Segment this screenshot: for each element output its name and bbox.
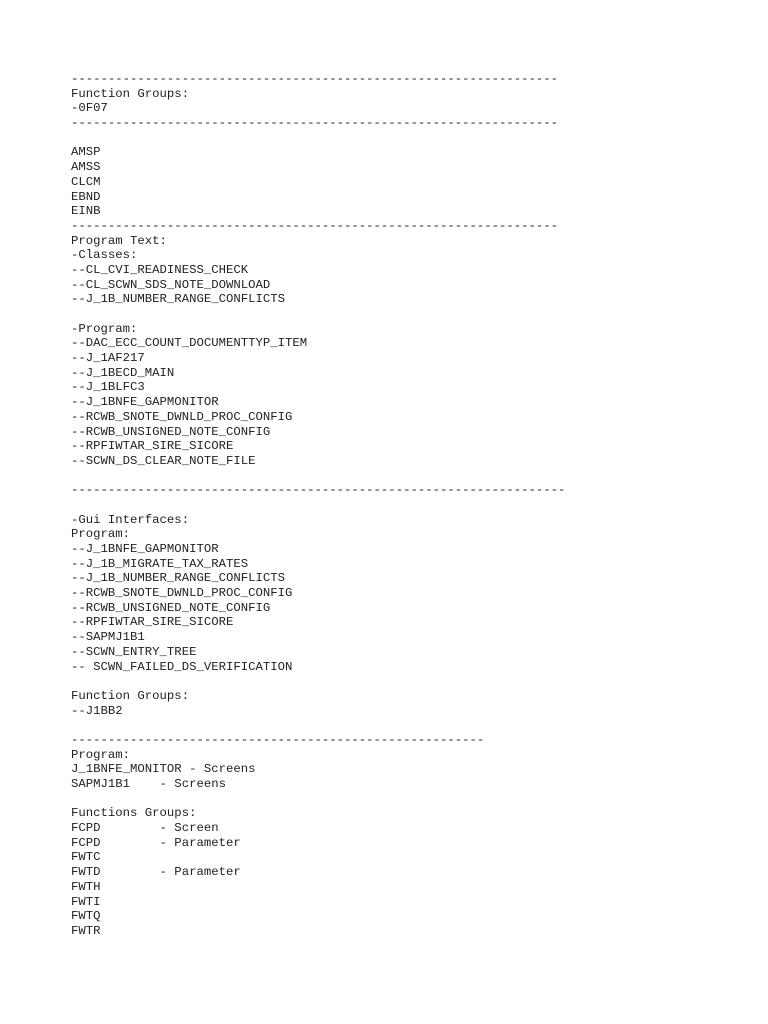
text-line: FWTH xyxy=(71,879,101,894)
text-line: --RCWB_SNOTE_DWNLD_PROC_CONFIG xyxy=(71,409,293,424)
text-line: FCPD - Screen xyxy=(71,821,219,836)
blank-line xyxy=(71,792,731,807)
blank-line xyxy=(71,469,731,484)
text-line: --J_1BNFE_GAPMONITOR xyxy=(71,542,219,556)
text-line: -- SCWN_FAILED_DS_VERIFICATION xyxy=(71,659,293,674)
text-line: --J_1BNFE_GAPMONITOR xyxy=(71,395,219,410)
text-line: SAPMJ1B1 - Screens xyxy=(71,777,226,791)
text-line: -0F07 xyxy=(71,101,108,116)
separator-line: -------------------------------------------------------- xyxy=(71,732,485,747)
text-line: EINB xyxy=(71,204,101,219)
text-line: -Classes: xyxy=(71,248,138,263)
text-line: AMSP xyxy=(71,145,101,160)
text-line: --DAC_ECC_COUNT_DOCUMENTTYP_ITEM xyxy=(71,336,308,351)
text-line: FWTQ xyxy=(71,909,101,924)
text-line: --RCWB_SNOTE_DWNLD_PROC_CONFIG xyxy=(71,586,293,601)
text-line: FWTR xyxy=(71,923,101,938)
text-line: --SCWN_ENTRY_TREE xyxy=(71,644,197,659)
text-line: EBND xyxy=(71,189,101,204)
text-line: --CL_CVI_READINESS_CHECK xyxy=(71,262,249,277)
text-line: CLCM xyxy=(71,174,101,189)
text-line: Program: xyxy=(71,527,131,542)
separator-line: ------------------------------------------------------------------- xyxy=(71,483,566,498)
separator-line: ------------------------------------------------------------------ xyxy=(71,218,559,233)
text-line: -Program: xyxy=(71,321,138,336)
blank-line xyxy=(71,674,731,689)
text-line: --SAPMJ1B1 xyxy=(71,630,145,645)
text-line: Program Text: xyxy=(71,233,167,248)
text-line: J_1BNFE_MONITOR - Screens xyxy=(71,762,256,777)
text-line: --CL_SCWN_SDS_NOTE_DOWNLOAD xyxy=(71,277,271,292)
text-line: FWTD - Parameter xyxy=(71,865,241,880)
text-line: --SCWN_DS_CLEAR_NOTE_FILE xyxy=(71,453,256,468)
text-line: FCPD - Parameter xyxy=(71,835,241,850)
blank-line xyxy=(71,131,731,146)
text-line: Function Groups: xyxy=(71,86,190,101)
text-line: Function Groups: xyxy=(71,688,190,703)
text-line: --J_1BLFC3 xyxy=(71,380,145,395)
text-line: FWTC xyxy=(71,850,101,865)
text-line: Program: xyxy=(71,747,131,762)
text-line: --J_1AF217 xyxy=(71,351,145,366)
text-line: --J_1B_NUMBER_RANGE_CONFLICTS xyxy=(71,292,286,307)
blank-line xyxy=(71,498,731,513)
blank-line xyxy=(71,307,731,322)
text-line: --RCWB_UNSIGNED_NOTE_CONFIG xyxy=(71,424,271,439)
separator-line: ------------------------------------------------------------------ xyxy=(71,116,559,131)
text-line: --J_1B_NUMBER_RANGE_CONFLICTS xyxy=(71,571,286,586)
text-line: --RPFIWTAR_SIRE_SICORE xyxy=(71,439,234,454)
text-line: --J_1B_MIGRATE_TAX_RATES xyxy=(71,556,249,571)
text-line: --RPFIWTAR_SIRE_SICORE xyxy=(71,615,234,630)
text-line: AMSS xyxy=(71,160,101,175)
text-line: --RCWB_UNSIGNED_NOTE_CONFIG xyxy=(71,600,271,615)
text-line: Functions Groups: xyxy=(71,806,197,821)
blank-line xyxy=(71,718,731,733)
separator-line: ------------------------------------------------------------------ xyxy=(71,72,559,86)
text-line: -Gui Interfaces: xyxy=(71,512,190,527)
document-body xyxy=(71,72,731,939)
text-line: FWTI xyxy=(71,894,101,909)
text-line: --J_1BECD_MAIN xyxy=(71,365,175,380)
text-line: --J1BB2 xyxy=(71,703,123,718)
